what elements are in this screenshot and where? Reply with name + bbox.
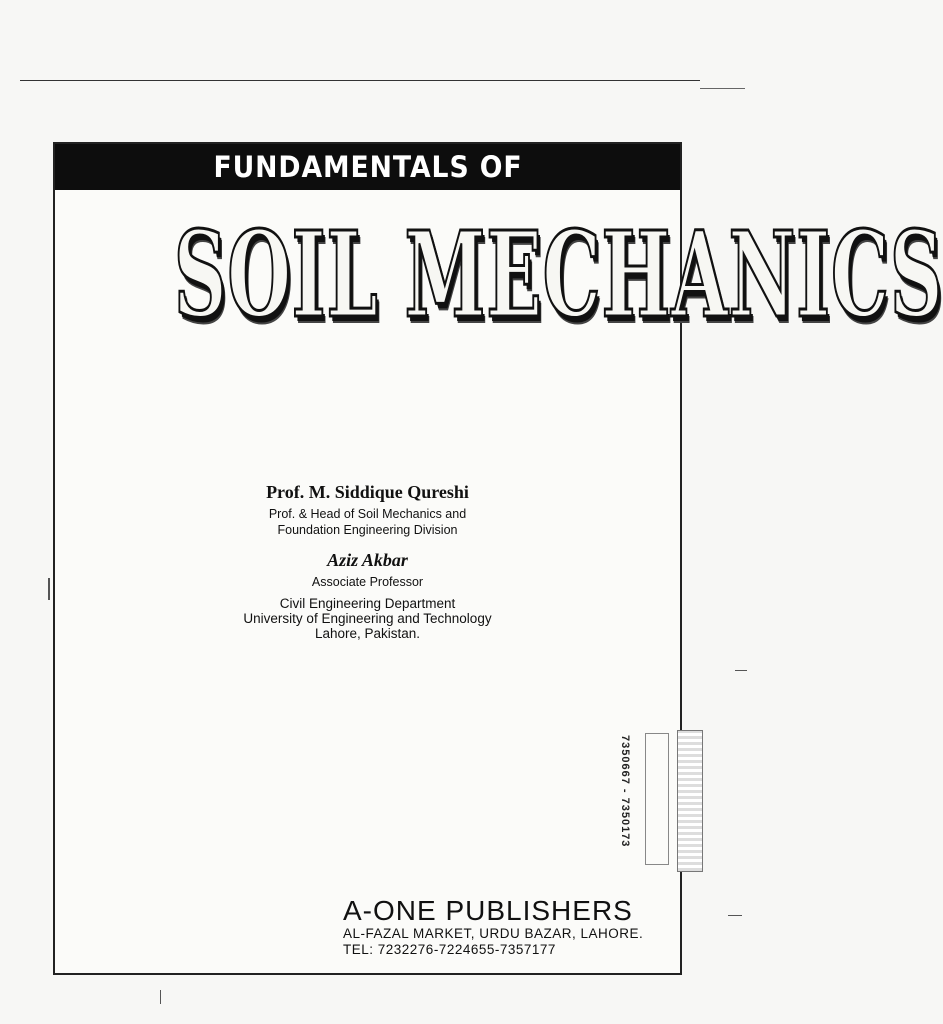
author2-name: Aziz Akbar [327, 550, 408, 570]
location: Lahore, Pakistan. [314, 626, 421, 641]
scan-edge-line-2 [700, 88, 745, 89]
stamp-seal [677, 730, 703, 872]
publisher-phone: TEL: 7232276-7224655-7357177 [343, 942, 556, 957]
author1-name: Prof. M. Siddique Qureshi [266, 482, 469, 502]
bookseller-stamp [615, 725, 705, 875]
author1-affiliation-1: Prof. & Head of Soil Mechanics and [268, 507, 467, 521]
stamp-box [645, 733, 669, 865]
authors-block [55, 482, 680, 641]
department: Civil Engineering Department [279, 596, 456, 611]
scan-mark [48, 578, 50, 600]
author1-affiliation-2: Foundation Engineering Division [277, 523, 458, 537]
scan-edge-line [20, 80, 700, 81]
author2-title: Associate Professor [311, 575, 424, 589]
title-banner [55, 144, 680, 190]
scan-mark [160, 990, 161, 1004]
scan-mark [735, 670, 747, 671]
publisher-name: A-ONE PUBLISHERS [343, 895, 633, 926]
main-title: SOIL MECHANICS [173, 205, 943, 344]
scan-mark [728, 915, 742, 916]
cover-frame [53, 142, 943, 975]
stamp-phone: 7350667 - 7350173 [619, 735, 631, 848]
banner-title: FUNDAMENTALS OF [212, 150, 523, 184]
publisher-block [343, 896, 643, 958]
publisher-address: AL-FAZAL MARKET, URDU BAZAR, LAHORE. [343, 926, 644, 941]
university: University of Engineering and Technology [243, 611, 492, 626]
